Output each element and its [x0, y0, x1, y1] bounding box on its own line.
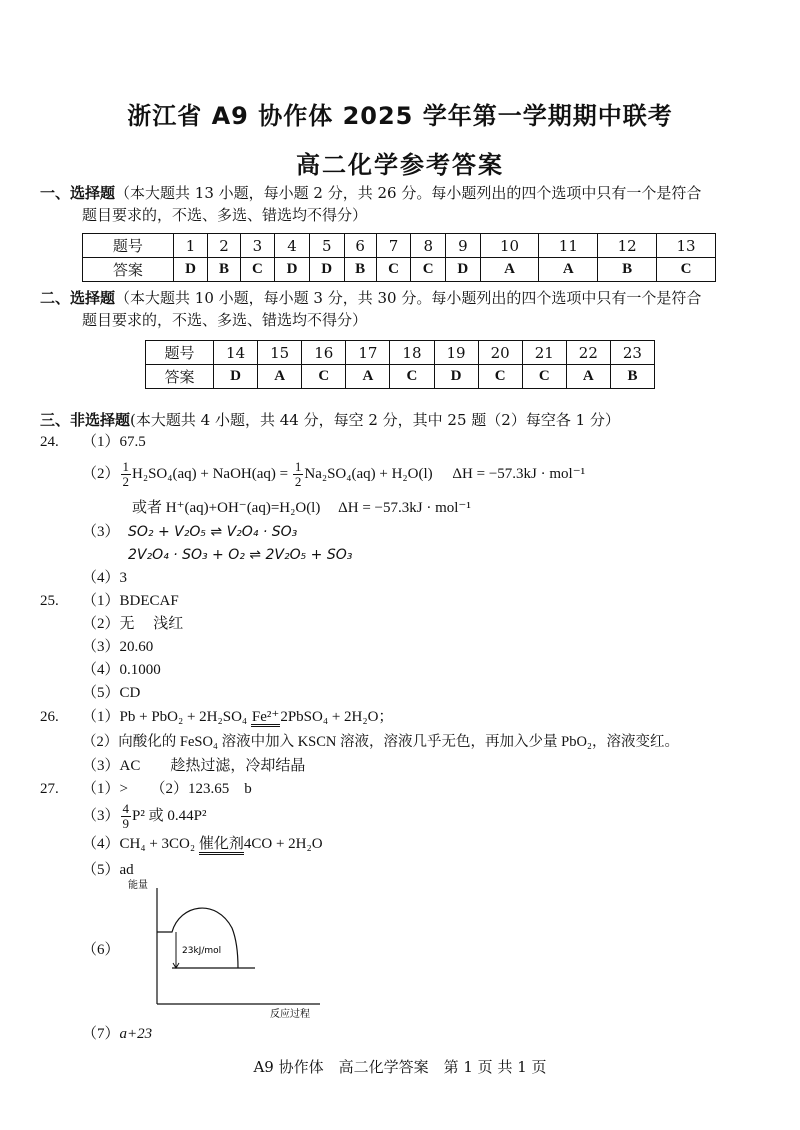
section1-heading: 一、选择题	[40, 184, 116, 202]
q27-part3-label: （3）	[82, 808, 120, 824]
question-number-cell: 19	[434, 341, 478, 365]
answer-cell: B	[208, 258, 240, 282]
q27-part7-label: （7）	[82, 1026, 120, 1042]
answer-cell: D	[214, 365, 258, 389]
section2-answer-table	[145, 340, 655, 389]
answer-cell: B	[610, 365, 654, 389]
q25-part5: （5）CD	[82, 685, 141, 701]
question-number-cell: 8	[411, 234, 446, 258]
section1-desc1: （本大题共 13 小题，每小题 2 分，共 26 分。每小题列出的四个选项中只有一个是符合	[115, 184, 702, 202]
energy-diagram	[120, 876, 330, 1020]
answer-cell: D	[309, 258, 344, 282]
q27-number: 27.	[40, 781, 59, 797]
q27-catalyst: 催化剂	[199, 836, 244, 855]
question-number-cell: 14	[214, 341, 258, 365]
answer-cell: B	[598, 258, 657, 282]
answer-cell: D	[434, 365, 478, 389]
answer-cell: D	[275, 258, 310, 282]
q25-number: 25.	[40, 593, 59, 609]
question-number-cell: 2	[208, 234, 240, 258]
q27-part7-value: a+23	[119, 1026, 153, 1042]
q25-part4: （4）0.1000	[82, 662, 161, 678]
answer-cell: D	[446, 258, 481, 282]
page-footer: A9 协作体 高二化学答案 第 1 页 共 1 页	[253, 1058, 547, 1076]
answer-cell: A	[539, 258, 598, 282]
q26-eq-right: 2PbSO₄ + 2H₂O；	[280, 709, 394, 725]
q26-eq-left: Pb + PbO₂ + 2H₂SO₄	[119, 709, 248, 725]
section2-heading: 二、选择题	[40, 289, 116, 307]
answer-cell: B	[344, 258, 376, 282]
q24-part2-label: （2）	[82, 466, 120, 482]
answer-cell: C	[376, 258, 411, 282]
section3-heading: 三、非选择题	[40, 411, 131, 429]
question-number-cell: 7	[376, 234, 411, 258]
question-number-cell: 11	[539, 234, 598, 258]
question-number-cell: 13	[657, 234, 716, 258]
q27-part4-label: （4）	[82, 836, 120, 852]
question-number-cell: 1	[173, 234, 208, 258]
q27-part5: （5）ad	[82, 862, 134, 878]
answer-cell: C	[411, 258, 446, 282]
q27-part7	[82, 1024, 152, 1044]
q24-fraction-1	[121, 460, 132, 489]
question-number-cell: 20	[478, 341, 522, 365]
q25-part3: （3）20.60	[82, 639, 154, 655]
q26-part2: （2）向酸化的 FeSO₄ 溶液中加入 KSCN 溶液，溶液几乎无色，再加入少量 PbO₂，溶液变红。	[82, 734, 679, 750]
q27-part3-rest: P² 或 0.44P²	[132, 808, 207, 824]
q25-part2: （2）无 浅红	[82, 616, 184, 632]
section1-answer-table	[82, 233, 716, 282]
table-answer-label: 答案	[146, 365, 214, 389]
q24-number: 24.	[40, 434, 59, 450]
q24-fraction-1-den: 2	[122, 474, 130, 490]
answer-cell: C	[390, 365, 434, 389]
document-subtitle: 高二化学参考答案	[296, 151, 504, 179]
question-number-cell: 23	[610, 341, 654, 365]
q24-part3-label: （3）	[82, 524, 120, 540]
table-header-label: 题号	[146, 341, 214, 365]
q27-fraction	[121, 802, 132, 831]
q24-part3-eq1: SO₂ + V₂O₅ ⇌ V₂O₄ · SO₃	[128, 524, 298, 540]
question-number-cell: 22	[566, 341, 610, 365]
question-number-cell: 3	[240, 234, 275, 258]
q27-part1-2: （1）> （2）123.65 b	[82, 781, 252, 797]
question-number-cell: 5	[309, 234, 344, 258]
q24-alt-eq: 或者 H⁺(aq)+OH⁻(aq)=H₂O(l)	[132, 500, 321, 516]
q24-fraction-2	[293, 460, 304, 489]
q24-part2-alternative	[132, 498, 471, 518]
q24-alt-enthalpy: ΔH = −57.3kJ · mol⁻¹	[338, 500, 471, 516]
question-number-cell: 17	[346, 341, 390, 365]
answer-cell: A	[480, 258, 539, 282]
reaction-axis-label: 反应过程	[270, 1009, 310, 1020]
q24-part2	[82, 458, 585, 490]
q26-part1-label: （1）	[82, 709, 120, 725]
q27-part4	[82, 834, 323, 855]
answer-cell: A	[346, 365, 390, 389]
q24-part2-eq-left: H₂SO₄(aq) + NaOH(aq) =	[132, 466, 289, 482]
q27-part3	[82, 800, 206, 832]
q24-part1: （1）67.5	[82, 434, 146, 450]
q26-part1	[82, 707, 393, 727]
answer-cell: C	[302, 365, 346, 389]
energy-curve	[157, 908, 238, 968]
delta-energy-label: 23kJ/mol	[182, 946, 222, 956]
section2-desc2: 题目要求的，不选、多选、错选均不得分）	[82, 311, 368, 329]
question-number-cell: 16	[302, 341, 346, 365]
section2-description	[40, 288, 701, 309]
question-number-cell: 9	[446, 234, 481, 258]
question-number-cell: 4	[275, 234, 310, 258]
energy-axis-label: 能量	[128, 880, 148, 891]
section3-description	[40, 410, 620, 431]
q27-fraction-den: 9	[122, 816, 130, 832]
q24-part2-enthalpy: ΔH = −57.3kJ · mol⁻¹	[452, 466, 586, 482]
answer-cell: C	[522, 365, 566, 389]
document-title: 浙江省 A9 协作体 2025 学年第一学期期中联考	[127, 102, 673, 130]
answer-cell: D	[173, 258, 208, 282]
q27-part6-label: （6）	[82, 942, 120, 958]
table-header-label: 题号	[83, 234, 174, 258]
q26-catalyst: Fe²⁺	[251, 709, 280, 725]
q24-part3-eq2: 2V₂O₄ · SO₃ + O₂ ⇌ 2V₂O₅ + SO₃	[128, 547, 353, 563]
answer-cell: C	[657, 258, 716, 282]
q24-part4: （4）3	[82, 570, 128, 586]
q26-part3: （3）AC 趁热过滤，冷却结晶	[82, 758, 306, 774]
section1-desc2: 题目要求的，不选、多选、错选均不得分）	[82, 206, 368, 224]
q27-fraction-num: 4	[122, 801, 130, 817]
question-number-cell: 15	[258, 341, 302, 365]
q27-eq-left: CH₄ + 3CO₂	[119, 836, 196, 852]
q24-part2-eq-right: Na₂SO₄(aq) + H₂O(l)	[304, 466, 433, 482]
section1-description	[40, 183, 701, 204]
q27-eq-right: 4CO + 2H₂O	[243, 836, 323, 852]
table-answer-label: 答案	[83, 258, 174, 282]
question-number-cell: 12	[598, 234, 657, 258]
section3-desc: (本大题共 4 小题，共 44 分，每空 2 分，其中 25 题（2）每空各 1 分）	[130, 411, 620, 429]
q25-part1: （1）BDECAF	[82, 593, 179, 609]
question-number-cell: 10	[480, 234, 539, 258]
q24-fraction-2-num: 1	[294, 459, 302, 475]
answer-cell: C	[240, 258, 275, 282]
q24-fraction-1-num: 1	[122, 459, 130, 475]
answer-cell: C	[478, 365, 522, 389]
q24-fraction-2-den: 2	[294, 474, 302, 490]
section2-desc1: （本大题共 10 小题，每小题 3 分，共 30 分。每小题列出的四个选项中只有一个是符合	[115, 289, 702, 307]
q26-number: 26.	[40, 709, 59, 725]
answer-cell: A	[566, 365, 610, 389]
question-number-cell: 21	[522, 341, 566, 365]
question-number-cell: 6	[344, 234, 376, 258]
question-number-cell: 18	[390, 341, 434, 365]
answer-cell: A	[258, 365, 302, 389]
